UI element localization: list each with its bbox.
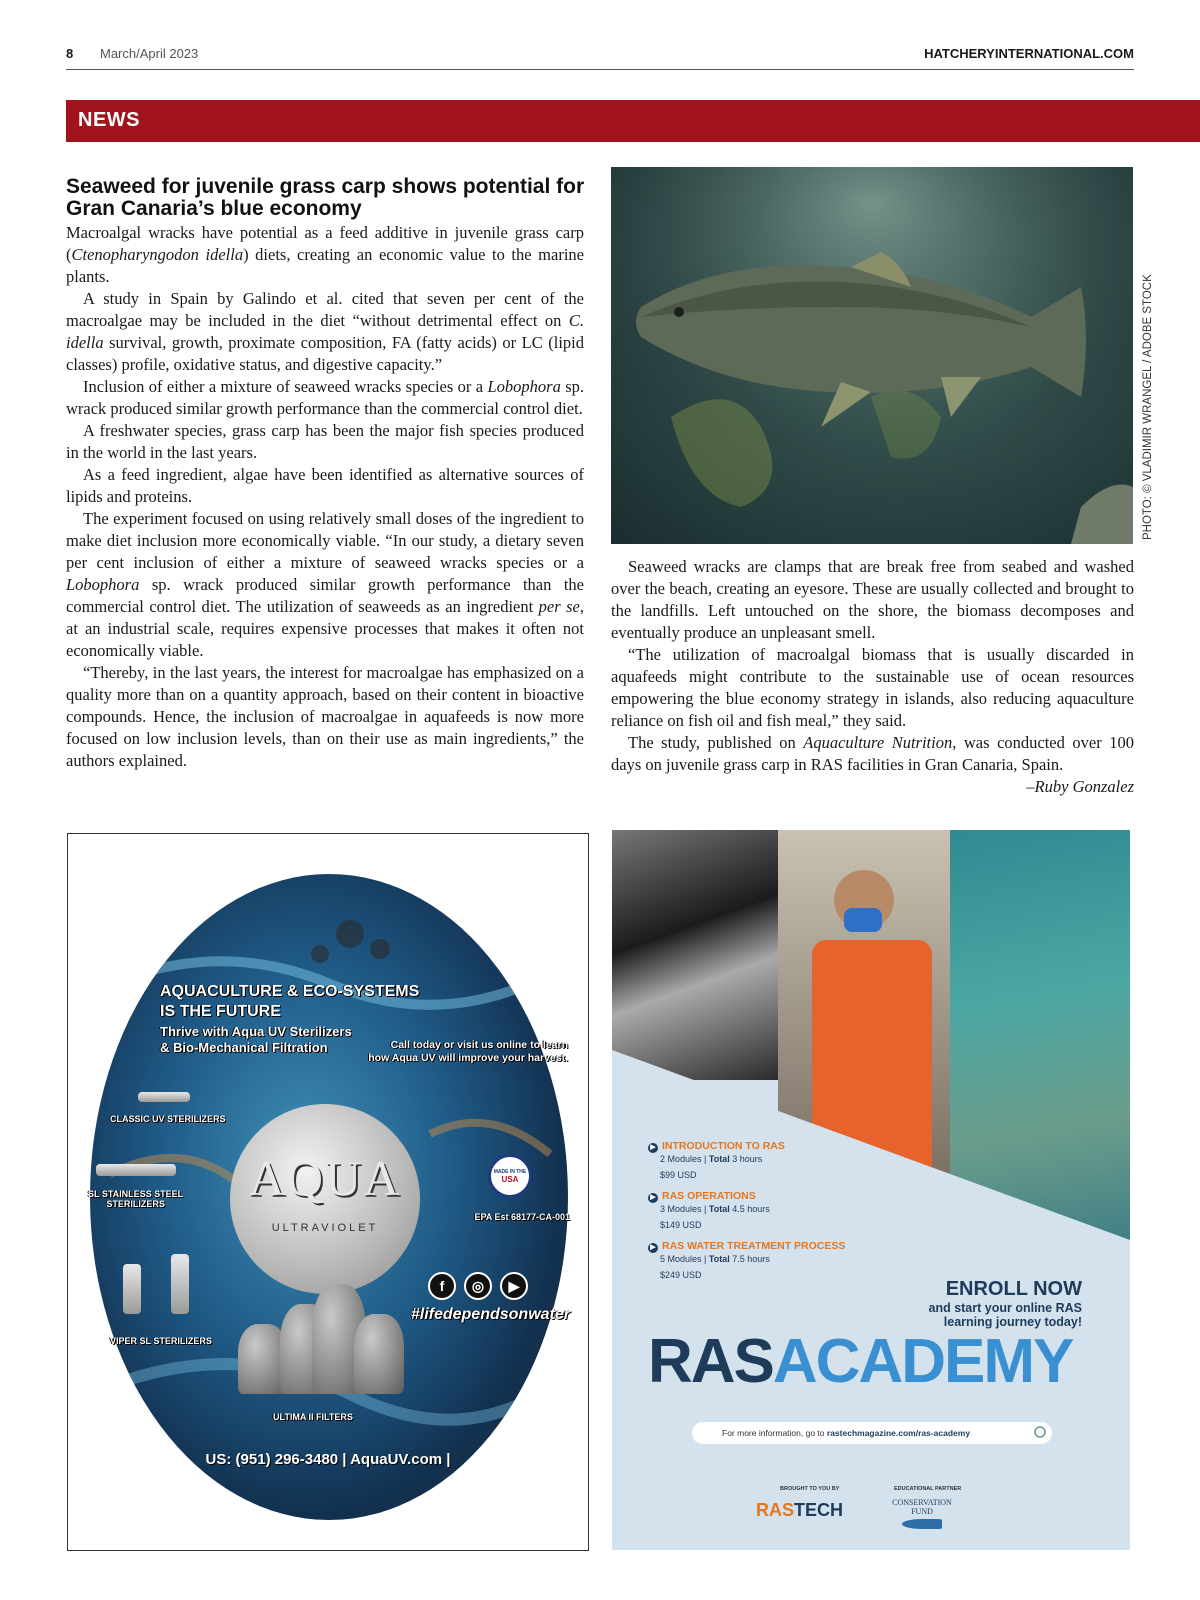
paragraph-9: “The utilization of macroalgal biomass that is usually discarded in aquafeeds might contribute to the sustainable use of ocean resources empowering the blue economy strategy in islands, also reducing aquaculture reliance on fish oil and fish meal,” they said. (611, 645, 1134, 730)
aqua-uv-advertisement[interactable] (67, 833, 589, 1551)
youtube-icon[interactable]: ▶ (500, 1272, 528, 1300)
facebook-icon[interactable]: f (428, 1272, 456, 1300)
viper-sterilizer-image-1 (123, 1264, 141, 1314)
article-column-left (66, 222, 584, 772)
article-column-right (611, 556, 1134, 798)
viper-sterilizer-image-2 (171, 1254, 189, 1314)
fish-icon (902, 1519, 942, 1529)
byline: –Ruby Gonzalez (1026, 777, 1134, 796)
search-icon (1034, 1426, 1046, 1438)
ultima-filter-image-4 (354, 1314, 404, 1394)
site-url[interactable]: HATCHERYINTERNATIONAL.COM (924, 46, 1134, 61)
ad-contact[interactable]: US: (951) 296-3480 | AquaUV.com | (205, 1451, 451, 1468)
ad-headline: AQUACULTURE & ECO-SYSTEMS IS THE FUTURE (160, 983, 420, 1020)
classic-uv-sterilizer-image (138, 1092, 190, 1102)
section-bar (66, 100, 1200, 142)
grass-carp-photo (611, 167, 1133, 544)
epa-number: EPA Est 68177-CA-001 (474, 1212, 570, 1222)
course-item[interactable]: ▶ RAS WATER TREATMENT PROCESS 5 Modules | Total 7.5 hours $249 USD (648, 1240, 845, 1280)
header-rule (66, 69, 1134, 70)
label-stainless: SL STAINLESS STEEL STERILIZERS (88, 1189, 184, 1209)
issue-date: March/April 2023 (100, 46, 199, 61)
ras-academy-advertisement[interactable] (612, 830, 1130, 1550)
page-number: 8 (66, 46, 74, 61)
label-classic-uv: CLASSIC UV STERILIZERS (110, 1114, 226, 1124)
hashtag: #lifedependsonwater (410, 1306, 570, 1323)
article-headline: Seaweed for juvenile grass carp shows potential for Gran Canaria’s blue economy (66, 175, 585, 220)
conservation-fund-logo: CONSERVATION FUND (882, 1498, 962, 1529)
educational-partner-label: EDUCATIONAL PARTNER (894, 1486, 962, 1492)
ad-subheadline: Thrive with Aqua UV Sterilizers & Bio-Mechanical Filtration (160, 1024, 352, 1055)
info-url-bar[interactable]: For more information, go to rastechmagazine.com/ras-academy (692, 1422, 1052, 1444)
photo-credit: PHOTO: © VLADIMIR WRANGEL / ADOBE STOCK (1142, 274, 1154, 540)
fish-illustration (611, 167, 1133, 544)
label-ultima: ULTIMA II FILTERS (273, 1412, 353, 1422)
label-viper: VIPER SL STERILIZERS (110, 1336, 212, 1346)
photo-fish-tanks (612, 830, 778, 1080)
paragraph-7: “Thereby, in the last years, the interest for macroalgae has emphasized on a quality more than on a quantity approach, based on their content in bioactive compounds. Hence, the inclusion of macroalgae in aquafeeds is now more focused on low inclusion levels, than on their use as main ingredients,” the authors explained. (66, 663, 584, 770)
ras-academy-logo: RASACADEMY (648, 1327, 1073, 1396)
paragraph-4: A freshwater species, grass carp has been the major fish species produced in the world in the last years. (66, 421, 584, 462)
enroll-now-callout[interactable]: ENROLL NOW and start your online RAS learning journey today! (928, 1278, 1082, 1329)
instagram-icon[interactable]: ◎ (464, 1272, 492, 1300)
course-item[interactable]: ▶ INTRODUCTION TO RAS 2 Modules | Total 3 hours $99 USD (648, 1140, 785, 1180)
ad-call-to-action: Call today or visit us online to learn how Aqua UV will improve your harvest. (368, 1039, 568, 1064)
paragraph-10: The study, published on Aquaculture Nutrition, was conducted over 100 days on juvenile grass carp in RAS facilities in Gran Canaria, Spain. (611, 733, 1134, 774)
paragraph-3: Inclusion of either a mixture of seaweed wracks species or a Lobophora sp. wrack produced similar growth performance than the commercial control diet. (66, 377, 584, 418)
paragraph-2: A study in Spain by Galindo et al. cited that seven per cent of the macroalgae may be included in the diet “without detrimental effect on C. idella survival, growth, proximate composition, FA (fatty acids) or LC (lipid classes) profile, oxidative status, and digestive capacity.” (66, 289, 584, 374)
paragraph-8: Seaweed wracks are clamps that are break free from seabed and washed over the beach, creating an eyesore. These are usually collected and brought to the landfills. Left untouched on the shore, the biomass decomposes and eventually produce an unpleasant smell. (611, 557, 1134, 642)
paragraph-1: Macroalgal wracks have potential as a feed additive in juvenile grass carp (Ctenopharyngodon idella) diets, creating an economic value to the marine plants. (66, 223, 584, 286)
paragraph-6: The experiment focused on using relatively small doses of the ingredient to make diet inclusion more economically viable. “In our study, a dietary seven per cent inclusion of either a mixture of seaweed wracks species or a Lobophora sp. wrack produced similar growth performance than the commercial control diet. The utilization of seaweeds as an ingredient per se, at an industrial scale, requires expensive processes that makes it often not economically viable. (66, 509, 584, 660)
course-item[interactable]: ▶ RAS OPERATIONS 3 Modules | Total 4.5 hours $149 USD (648, 1190, 770, 1230)
stainless-sterilizer-image (96, 1164, 176, 1176)
made-in-usa-badge: MADE IN THE USA (488, 1154, 532, 1198)
aqua-logo-text: AQUA (248, 1150, 402, 1206)
technician-mask (844, 908, 882, 932)
section-title: NEWS (78, 109, 140, 131)
paragraph-5: As a feed ingredient, algae have been identified as alternative sources of lipids and proteins. (66, 465, 584, 506)
rastech-logo: RASTECH (756, 1500, 844, 1520)
aqua-logo-subtext: ULTRAVIOLET (271, 1222, 379, 1234)
brought-to-you-by-label: BROUGHT TO YOU BY (780, 1486, 840, 1492)
